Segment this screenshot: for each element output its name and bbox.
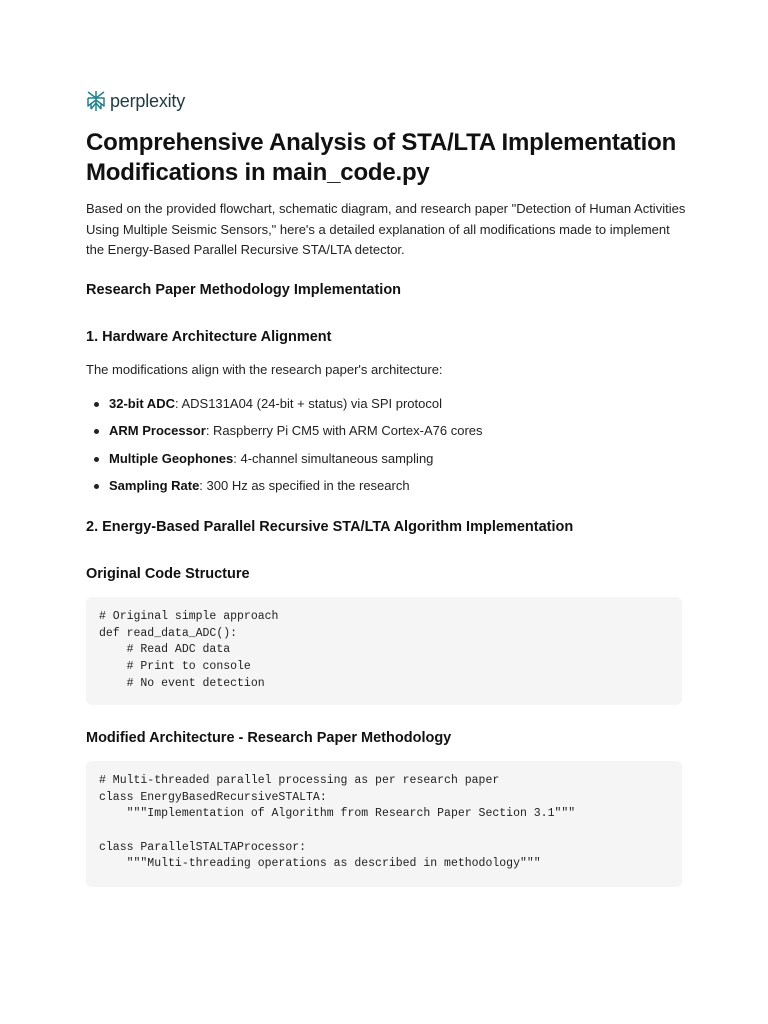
code-block-modified xyxy=(86,761,682,887)
code-line: # Multi-threaded parallel processing as per research paper xyxy=(99,774,500,787)
list-item xyxy=(86,393,483,420)
section-heading-hardware: 1. Hardware Architecture Alignment xyxy=(86,329,332,345)
section-heading-original-code: Original Code Structure xyxy=(86,566,250,582)
intro-paragraph: Based on the provided flowchart, schematic diagram, and research paper "Detection of Human Activities Using Multiple Seismic Sensors," here's a detailed explanation of all modifications made to implement the Energy-Based Parallel Recursive STA/LTA detector. xyxy=(86,201,686,257)
section-heading-modified-architecture: Modified Architecture - Research Paper Methodology xyxy=(86,730,452,746)
perplexity-logo xyxy=(86,90,185,112)
list-item xyxy=(86,448,483,475)
bullet-dot xyxy=(94,484,99,489)
bullet-text: : Raspberry Pi CM5 with ARM Cortex-A76 cores xyxy=(205,423,483,439)
bullet-label: Sampling Rate xyxy=(109,477,200,493)
code-line: class EnergyBasedRecursiveSTALTA: xyxy=(99,790,327,804)
code-line: # Read ADC data xyxy=(99,643,231,657)
list-item xyxy=(86,475,483,502)
brand-name: perplexity xyxy=(110,90,186,111)
bullet-label: ARM Processor xyxy=(109,423,206,439)
code-block-original xyxy=(86,597,682,705)
bullet-label: 32-bit ADC xyxy=(109,396,175,411)
hardware-bullet-list xyxy=(86,393,483,502)
section-heading-methodology: Research Paper Methodology Implementation xyxy=(86,282,402,298)
list-item xyxy=(86,420,483,447)
bullet-text: : ADS131A04 (24-bit + status) via SPI protocol xyxy=(174,396,442,411)
code-line: def read_data_ADC(): xyxy=(99,626,238,640)
hardware-intro-text: The modifications align with the research paper's architecture: xyxy=(86,362,443,377)
perplexity-logo-icon xyxy=(86,90,106,112)
code-line: # No event detection xyxy=(99,676,265,690)
code-line: # Original simple approach xyxy=(99,610,279,623)
code-line: """Implementation of Algorithm from Research Paper Section 3.1""" xyxy=(99,807,576,821)
bullet-label: Multiple Geophones xyxy=(109,450,234,466)
bullet-text: : 300 Hz as specified in the research xyxy=(199,477,410,493)
bullet-dot xyxy=(94,429,99,434)
code-line xyxy=(99,823,669,840)
bullet-dot xyxy=(94,457,99,462)
bullet-text: : 4-channel simultaneous sampling xyxy=(233,450,434,466)
document-title: Comprehensive Analysis of STA/LTA Implementation Modifications in main_code.py xyxy=(86,129,677,186)
code-line: # Print to console xyxy=(99,660,251,674)
section-heading-algorithm: 2. Energy-Based Parallel Recursive STA/LTA Algorithm Implementation xyxy=(86,519,574,535)
code-line: """Multi-threading operations as described in methodology""" xyxy=(99,857,541,871)
code-line: class ParallelSTALTAProcessor: xyxy=(99,840,307,854)
bullet-dot xyxy=(94,402,99,407)
